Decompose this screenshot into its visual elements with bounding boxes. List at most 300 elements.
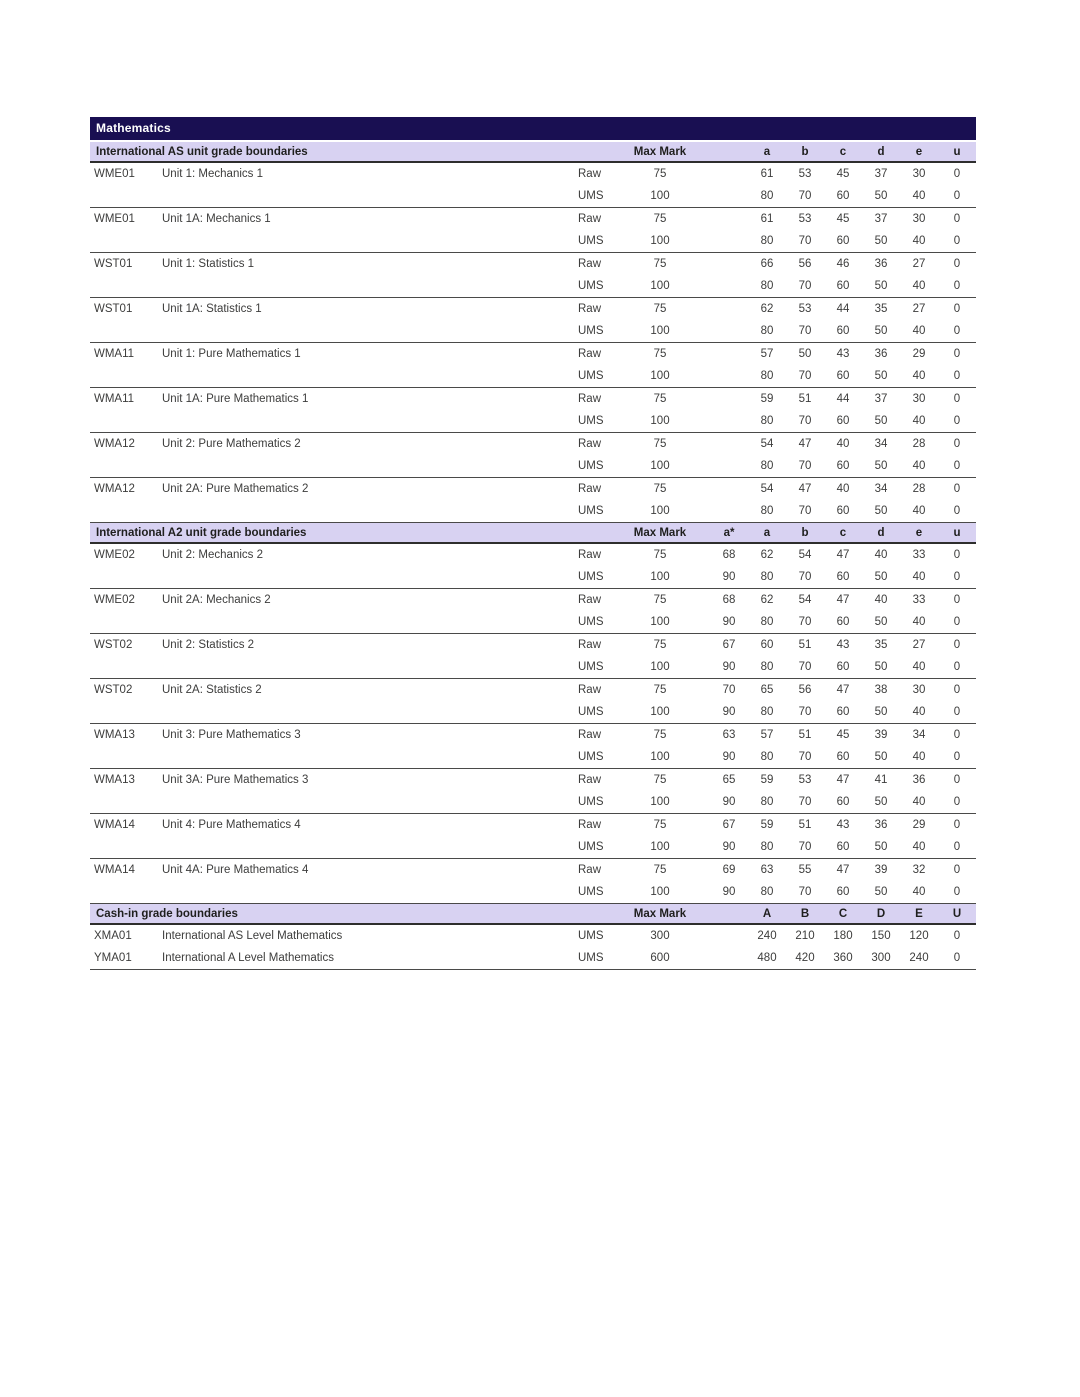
unit-name: Unit 1A: Mechanics 1 bbox=[162, 213, 271, 225]
grade-value: 70 bbox=[798, 661, 812, 673]
max-mark-header: Max Mark bbox=[633, 907, 687, 920]
grade-value: 55 bbox=[798, 864, 812, 876]
grade-value: 65 bbox=[760, 684, 774, 696]
unit-group bbox=[90, 544, 976, 589]
grade-value: 27 bbox=[912, 303, 926, 315]
grade-value: 40 bbox=[912, 751, 926, 763]
grade-value: 70 bbox=[798, 706, 812, 718]
grade-value: 28 bbox=[912, 483, 926, 495]
grade-value: 50 bbox=[798, 348, 812, 360]
grade-value: 51 bbox=[798, 729, 812, 741]
grade-value: 67 bbox=[722, 819, 736, 831]
grade-value: 59 bbox=[760, 393, 774, 405]
grade-value: 0 bbox=[953, 819, 961, 831]
grade-value: 40 bbox=[912, 505, 926, 517]
mark-type: UMS bbox=[578, 505, 604, 517]
grade-column-header: u bbox=[953, 526, 961, 539]
mark-type: Raw bbox=[578, 438, 602, 450]
grade-value: 60 bbox=[836, 616, 850, 628]
table-row bbox=[90, 410, 976, 432]
unit-group bbox=[90, 388, 976, 433]
grade-value: 70 bbox=[798, 571, 812, 583]
table-row bbox=[90, 298, 976, 320]
grade-value: 0 bbox=[953, 774, 961, 786]
grade-value: 40 bbox=[912, 616, 926, 628]
table-row bbox=[90, 634, 976, 656]
grade-value: 60 bbox=[836, 235, 850, 247]
unit-name: Unit 2A: Mechanics 2 bbox=[162, 594, 271, 606]
mark-type: UMS bbox=[578, 415, 604, 427]
grade-value: 70 bbox=[798, 415, 812, 427]
grade-value: 50 bbox=[874, 325, 888, 337]
unit-name: Unit 4: Pure Mathematics 4 bbox=[162, 819, 301, 831]
grade-value: 50 bbox=[874, 886, 888, 898]
unit-group bbox=[90, 163, 976, 208]
grade-value: 0 bbox=[953, 594, 961, 606]
grade-value: 40 bbox=[912, 280, 926, 292]
unit-code: XMA01 bbox=[94, 930, 132, 942]
max-mark-value: 75 bbox=[653, 348, 667, 360]
grade-value: 50 bbox=[874, 616, 888, 628]
grade-boundaries-document bbox=[90, 117, 976, 970]
grade-value: 0 bbox=[953, 303, 961, 315]
grade-value: 0 bbox=[953, 864, 961, 876]
max-mark-value: 75 bbox=[653, 684, 667, 696]
grade-value: 65 bbox=[722, 774, 736, 786]
grade-column-header: e bbox=[915, 526, 923, 539]
grade-column-header: a bbox=[763, 526, 771, 539]
grade-value: 44 bbox=[836, 303, 850, 315]
unit-group bbox=[90, 478, 976, 523]
unit-code: WMA11 bbox=[94, 348, 135, 360]
unit-code: WST01 bbox=[94, 258, 133, 270]
max-mark-value: 75 bbox=[653, 483, 667, 495]
grade-column-header: u bbox=[953, 145, 961, 158]
grade-value: 47 bbox=[798, 483, 812, 495]
grade-value: 66 bbox=[760, 258, 774, 270]
grade-value: 70 bbox=[798, 370, 812, 382]
mark-type: Raw bbox=[578, 549, 602, 561]
mark-type: UMS bbox=[578, 616, 604, 628]
grade-value: 40 bbox=[912, 415, 926, 427]
mark-type: UMS bbox=[578, 930, 604, 942]
grade-value: 50 bbox=[874, 460, 888, 472]
grade-value: 480 bbox=[757, 952, 777, 964]
max-mark-value: 300 bbox=[650, 930, 670, 942]
grade-value: 59 bbox=[760, 774, 774, 786]
grade-value: 360 bbox=[833, 952, 853, 964]
table-row bbox=[90, 859, 976, 881]
grade-value: 80 bbox=[760, 841, 774, 853]
max-mark-value: 75 bbox=[653, 393, 667, 405]
grade-value: 60 bbox=[836, 190, 850, 202]
grade-value: 60 bbox=[836, 661, 850, 673]
unit-group bbox=[90, 343, 976, 388]
section-header-row bbox=[90, 523, 976, 544]
grade-value: 0 bbox=[953, 571, 961, 583]
table-row bbox=[90, 253, 976, 275]
table-row bbox=[90, 433, 976, 455]
grade-column-header: a* bbox=[723, 526, 735, 539]
max-mark-value: 75 bbox=[653, 303, 667, 315]
grade-value: 36 bbox=[874, 348, 888, 360]
table-row bbox=[90, 947, 976, 969]
grade-column-header: a bbox=[763, 145, 771, 158]
grade-value: 0 bbox=[953, 190, 961, 202]
unit-group bbox=[90, 433, 976, 478]
unit-code: WMA11 bbox=[94, 393, 135, 405]
grade-value: 39 bbox=[874, 729, 888, 741]
grade-value: 70 bbox=[798, 325, 812, 337]
max-mark-value: 100 bbox=[650, 886, 670, 898]
grade-value: 43 bbox=[836, 819, 850, 831]
unit-group bbox=[90, 634, 976, 679]
grade-value: 0 bbox=[953, 751, 961, 763]
mark-type: Raw bbox=[578, 639, 602, 651]
max-mark-value: 100 bbox=[650, 190, 670, 202]
grade-value: 60 bbox=[836, 505, 850, 517]
grade-value: 50 bbox=[874, 751, 888, 763]
grade-value: 47 bbox=[836, 549, 850, 561]
unit-name: Unit 1: Mechanics 1 bbox=[162, 168, 263, 180]
grade-value: 240 bbox=[757, 930, 777, 942]
grade-value: 0 bbox=[953, 706, 961, 718]
grade-value: 90 bbox=[722, 706, 736, 718]
grade-value: 56 bbox=[798, 684, 812, 696]
grade-value: 0 bbox=[953, 213, 961, 225]
grade-value: 40 bbox=[912, 370, 926, 382]
grade-value: 80 bbox=[760, 706, 774, 718]
grade-value: 0 bbox=[953, 841, 961, 853]
max-mark-value: 100 bbox=[650, 571, 670, 583]
mark-type: Raw bbox=[578, 864, 602, 876]
unit-name: Unit 2A: Statistics 2 bbox=[162, 684, 262, 696]
grade-value: 50 bbox=[874, 415, 888, 427]
max-mark-value: 100 bbox=[650, 706, 670, 718]
grade-value: 34 bbox=[874, 438, 888, 450]
grade-value: 37 bbox=[874, 168, 888, 180]
mark-type: Raw bbox=[578, 393, 602, 405]
grade-value: 43 bbox=[836, 639, 850, 651]
grade-value: 0 bbox=[953, 549, 961, 561]
grade-value: 62 bbox=[760, 303, 774, 315]
grade-value: 0 bbox=[953, 258, 961, 270]
grade-value: 30 bbox=[912, 393, 926, 405]
max-mark-value: 100 bbox=[650, 325, 670, 337]
unit-group bbox=[90, 859, 976, 904]
grade-value: 80 bbox=[760, 325, 774, 337]
grade-value: 40 bbox=[912, 571, 926, 583]
unit-group bbox=[90, 679, 976, 724]
section-title: Cash-in grade boundaries bbox=[96, 907, 238, 920]
grade-value: 40 bbox=[912, 235, 926, 247]
grade-value: 0 bbox=[953, 661, 961, 673]
grade-value: 46 bbox=[836, 258, 850, 270]
grade-value: 50 bbox=[874, 370, 888, 382]
grade-value: 53 bbox=[798, 303, 812, 315]
mark-type: UMS bbox=[578, 751, 604, 763]
grade-value: 45 bbox=[836, 168, 850, 180]
grade-value: 120 bbox=[909, 930, 929, 942]
max-mark-value: 75 bbox=[653, 864, 667, 876]
grade-value: 51 bbox=[798, 393, 812, 405]
unit-code: WST01 bbox=[94, 303, 133, 315]
grade-value: 90 bbox=[722, 571, 736, 583]
grade-value: 40 bbox=[874, 594, 888, 606]
grade-value: 40 bbox=[912, 841, 926, 853]
mark-type: UMS bbox=[578, 325, 604, 337]
grade-value: 50 bbox=[874, 235, 888, 247]
table-row bbox=[90, 611, 976, 633]
grade-value: 0 bbox=[953, 483, 961, 495]
grade-value: 54 bbox=[760, 438, 774, 450]
grade-value: 0 bbox=[953, 639, 961, 651]
section-title: International A2 unit grade boundaries bbox=[96, 526, 307, 539]
grade-value: 63 bbox=[722, 729, 736, 741]
grade-value: 50 bbox=[874, 706, 888, 718]
grade-value: 210 bbox=[795, 930, 815, 942]
unit-code: WMA12 bbox=[94, 438, 135, 450]
max-mark-value: 75 bbox=[653, 549, 667, 561]
table-row bbox=[90, 163, 976, 185]
grade-value: 47 bbox=[836, 684, 850, 696]
grade-value: 56 bbox=[798, 258, 812, 270]
table-row bbox=[90, 925, 976, 947]
grade-value: 54 bbox=[798, 594, 812, 606]
unit-name: Unit 2: Statistics 2 bbox=[162, 639, 255, 651]
grade-value: 37 bbox=[874, 393, 888, 405]
grade-value: 0 bbox=[953, 505, 961, 517]
unit-code: YMA01 bbox=[94, 952, 132, 964]
grade-value: 40 bbox=[912, 325, 926, 337]
table-row bbox=[90, 365, 976, 387]
grade-value: 41 bbox=[874, 774, 888, 786]
grade-value: 80 bbox=[760, 886, 774, 898]
unit-code: WST02 bbox=[94, 639, 133, 651]
max-mark-value: 600 bbox=[650, 952, 670, 964]
grade-value: 0 bbox=[953, 393, 961, 405]
grade-value: 70 bbox=[798, 841, 812, 853]
unit-name: Unit 1A: Pure Mathematics 1 bbox=[162, 393, 309, 405]
grade-value: 37 bbox=[874, 213, 888, 225]
mark-type: UMS bbox=[578, 661, 604, 673]
grade-value: 61 bbox=[760, 168, 774, 180]
grade-value: 0 bbox=[953, 235, 961, 247]
max-mark-value: 75 bbox=[653, 639, 667, 651]
table-row bbox=[90, 320, 976, 342]
grade-value: 0 bbox=[953, 348, 961, 360]
mark-type: Raw bbox=[578, 729, 602, 741]
grade-value: 0 bbox=[953, 952, 961, 964]
grade-value: 420 bbox=[795, 952, 815, 964]
sections-container bbox=[90, 142, 976, 970]
grade-value: 62 bbox=[760, 549, 774, 561]
unit-code: WMA14 bbox=[94, 819, 135, 831]
max-mark-header: Max Mark bbox=[633, 145, 687, 158]
unit-name: International AS Level Mathematics bbox=[162, 930, 343, 942]
grade-value: 60 bbox=[836, 280, 850, 292]
grade-column-header: U bbox=[952, 907, 962, 920]
max-mark-value: 100 bbox=[650, 751, 670, 763]
max-mark-value: 100 bbox=[650, 460, 670, 472]
grade-value: 80 bbox=[760, 235, 774, 247]
grade-value: 59 bbox=[760, 819, 774, 831]
grade-value: 44 bbox=[836, 393, 850, 405]
max-mark-value: 75 bbox=[653, 774, 667, 786]
grade-value: 70 bbox=[798, 616, 812, 628]
max-mark-value: 100 bbox=[650, 505, 670, 517]
grade-value: 69 bbox=[722, 864, 736, 876]
grade-value: 50 bbox=[874, 841, 888, 853]
grade-value: 61 bbox=[760, 213, 774, 225]
grade-value: 40 bbox=[912, 706, 926, 718]
table-row bbox=[90, 500, 976, 522]
unit-name: Unit 3: Pure Mathematics 3 bbox=[162, 729, 301, 741]
mark-type: UMS bbox=[578, 235, 604, 247]
max-mark-value: 75 bbox=[653, 213, 667, 225]
grade-value: 43 bbox=[836, 348, 850, 360]
max-mark-value: 100 bbox=[650, 661, 670, 673]
grade-value: 70 bbox=[798, 505, 812, 517]
grade-column-header: d bbox=[877, 526, 885, 539]
grade-value: 60 bbox=[836, 796, 850, 808]
grade-column-header: C bbox=[838, 907, 848, 920]
max-mark-value: 100 bbox=[650, 796, 670, 808]
grade-column-header: c bbox=[839, 145, 847, 158]
grade-value: 70 bbox=[798, 796, 812, 808]
grade-column-header: b bbox=[801, 145, 809, 158]
max-mark-value: 75 bbox=[653, 819, 667, 831]
grade-value: 0 bbox=[953, 796, 961, 808]
grade-value: 70 bbox=[798, 751, 812, 763]
grade-value: 32 bbox=[912, 864, 926, 876]
grade-value: 40 bbox=[874, 549, 888, 561]
grade-value: 63 bbox=[760, 864, 774, 876]
grade-value: 50 bbox=[874, 505, 888, 517]
grade-column-header: b bbox=[801, 526, 809, 539]
table-row bbox=[90, 836, 976, 858]
grade-value: 30 bbox=[912, 168, 926, 180]
unit-name: Unit 2: Mechanics 2 bbox=[162, 549, 263, 561]
table-row bbox=[90, 208, 976, 230]
unit-code: WME01 bbox=[94, 213, 135, 225]
unit-name: Unit 2: Pure Mathematics 2 bbox=[162, 438, 301, 450]
grade-value: 30 bbox=[912, 213, 926, 225]
unit-name: Unit 1A: Statistics 1 bbox=[162, 303, 262, 315]
max-mark-value: 75 bbox=[653, 438, 667, 450]
grade-value: 0 bbox=[953, 438, 961, 450]
grade-value: 35 bbox=[874, 639, 888, 651]
mark-type: UMS bbox=[578, 370, 604, 382]
grade-value: 90 bbox=[722, 751, 736, 763]
unit-code: WMA13 bbox=[94, 774, 135, 786]
grade-value: 60 bbox=[836, 841, 850, 853]
grade-value: 70 bbox=[722, 684, 736, 696]
table-row bbox=[90, 814, 976, 836]
mark-type: Raw bbox=[578, 594, 602, 606]
grade-value: 70 bbox=[798, 280, 812, 292]
grade-value: 300 bbox=[871, 952, 891, 964]
grade-value: 36 bbox=[874, 819, 888, 831]
table-row bbox=[90, 701, 976, 723]
grade-value: 33 bbox=[912, 594, 926, 606]
unit-name: Unit 3A: Pure Mathematics 3 bbox=[162, 774, 309, 786]
grade-value: 70 bbox=[798, 460, 812, 472]
max-mark-value: 100 bbox=[650, 370, 670, 382]
grade-value: 60 bbox=[836, 460, 850, 472]
grade-value: 27 bbox=[912, 258, 926, 270]
mark-type: UMS bbox=[578, 190, 604, 202]
grade-value: 70 bbox=[798, 190, 812, 202]
mark-type: Raw bbox=[578, 774, 602, 786]
mark-type: Raw bbox=[578, 258, 602, 270]
unit-name: Unit 4A: Pure Mathematics 4 bbox=[162, 864, 309, 876]
table-row bbox=[90, 656, 976, 678]
mark-type: Raw bbox=[578, 483, 602, 495]
grade-value: 60 bbox=[760, 639, 774, 651]
unit-group bbox=[90, 253, 976, 298]
grade-value: 40 bbox=[912, 460, 926, 472]
table-row bbox=[90, 566, 976, 588]
grade-value: 40 bbox=[912, 796, 926, 808]
max-mark-value: 75 bbox=[653, 258, 667, 270]
unit-name: International A Level Mathematics bbox=[162, 952, 334, 964]
grade-value: 30 bbox=[912, 684, 926, 696]
grade-value: 90 bbox=[722, 886, 736, 898]
table-row bbox=[90, 746, 976, 768]
unit-name: Unit 1: Pure Mathematics 1 bbox=[162, 348, 301, 360]
grade-value: 51 bbox=[798, 639, 812, 651]
grade-value: 80 bbox=[760, 661, 774, 673]
grade-value: 28 bbox=[912, 438, 926, 450]
grade-value: 80 bbox=[760, 796, 774, 808]
grade-value: 45 bbox=[836, 213, 850, 225]
max-mark-value: 100 bbox=[650, 280, 670, 292]
grade-value: 0 bbox=[953, 930, 961, 942]
mark-type: UMS bbox=[578, 841, 604, 853]
mark-type: UMS bbox=[578, 796, 604, 808]
grade-column-header: E bbox=[915, 907, 923, 920]
grade-value: 0 bbox=[953, 616, 961, 628]
max-mark-value: 75 bbox=[653, 729, 667, 741]
grade-value: 60 bbox=[836, 886, 850, 898]
grade-column-header: B bbox=[800, 907, 810, 920]
grade-value: 45 bbox=[836, 729, 850, 741]
unit-group bbox=[90, 769, 976, 814]
grade-value: 90 bbox=[722, 796, 736, 808]
grade-value: 0 bbox=[953, 280, 961, 292]
grade-value: 60 bbox=[836, 325, 850, 337]
grade-value: 29 bbox=[912, 348, 926, 360]
unit-group bbox=[90, 208, 976, 253]
grade-value: 50 bbox=[874, 796, 888, 808]
table-row bbox=[90, 185, 976, 207]
mark-type: Raw bbox=[578, 213, 602, 225]
grade-value: 0 bbox=[953, 729, 961, 741]
table-row bbox=[90, 388, 976, 410]
table-row bbox=[90, 589, 976, 611]
mark-type: Raw bbox=[578, 168, 602, 180]
grade-value: 70 bbox=[798, 886, 812, 898]
grade-value: 29 bbox=[912, 819, 926, 831]
table-row bbox=[90, 544, 976, 566]
unit-group bbox=[90, 814, 976, 859]
grade-value: 40 bbox=[912, 886, 926, 898]
unit-group bbox=[90, 589, 976, 634]
table-row bbox=[90, 455, 976, 477]
grade-value: 0 bbox=[953, 886, 961, 898]
grade-value: 40 bbox=[836, 438, 850, 450]
